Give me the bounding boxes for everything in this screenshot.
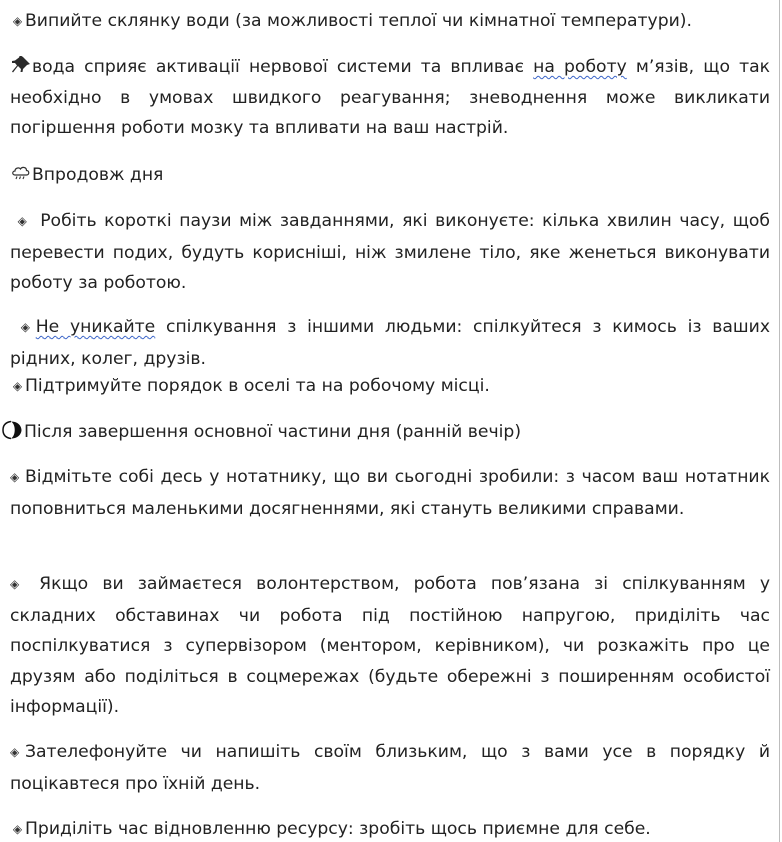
- diamond-bullet-icon: ◈: [20, 320, 30, 334]
- crescent-moon-icon: [2, 420, 24, 440]
- spellcheck-underlined-text: на роботу: [533, 57, 627, 77]
- cloud-rain-icon: [10, 165, 32, 181]
- paragraph-call-relatives: [10, 737, 770, 799]
- diamond-bullet-icon: ◈: [10, 745, 20, 759]
- paragraph-water-effect: [10, 52, 770, 144]
- paragraph-notebook: [10, 462, 770, 524]
- paragraph-text: Зателефонуйте чи напишіть своїм близьким, що з вами усе в порядку й поцікавтеся про їхній день.: [10, 742, 770, 794]
- diamond-bullet-icon: ◈: [17, 214, 27, 228]
- section-heading: Після завершення основної частини дня (ранній вечір): [24, 422, 522, 442]
- pushpin-icon: [10, 56, 32, 74]
- diamond-bullet-icon: ◈: [10, 577, 20, 591]
- page-border-line: [779, 0, 780, 842]
- paragraph-text: Підтримуйте порядок в оселі та на робочому місці.: [25, 376, 490, 396]
- paragraph-text: Робіть короткі паузи між завданнями, які виконуєте: кілька хвилин часу, щоб перевести подих, будуть кориснішi, ніж змилене тіло, яке женеться виконувати роботу за роботою.: [10, 211, 771, 293]
- paragraph-text: м’язів, що так необхідно в умовах швидкого реагування; зневоднення може викликати погіршення роботи мозку та впливати на ваш настрій.: [10, 57, 770, 138]
- paragraph-drink-water: [10, 6, 770, 38]
- paragraph-short-breaks: [10, 206, 770, 299]
- diamond-bullet-icon: ◈: [10, 470, 20, 484]
- paragraph-volunteering: [10, 569, 770, 723]
- paragraph-restore-resource: [10, 814, 770, 842]
- section-heading: Впродовж дня: [32, 165, 164, 185]
- paragraph-communication: [10, 312, 770, 374]
- diamond-bullet-icon: ◈: [12, 822, 23, 836]
- paragraph-after-day: [2, 417, 762, 448]
- paragraph-text: Якщо ви займаєтеся волонтерством, робота пов’язана зі спілкуванням у складних обставинах чи робота під постійною напругою, приділіть час поспілкуватися з супервізором (ментором, керівником), чи розкажіть про це друзям або поділіться в соцмережах (будьте обережні з поширенням особистої інформації).: [10, 574, 770, 717]
- spellcheck-underlined-text: Не уникайте: [35, 317, 156, 337]
- diamond-bullet-icon: ◈: [12, 379, 23, 393]
- diamond-bullet-icon: ◈: [12, 14, 23, 28]
- paragraph-text: вода сприяє активації нервової системи та впливає: [32, 57, 534, 77]
- paragraph-during-day: [10, 160, 770, 191]
- paragraph-order: [10, 371, 770, 403]
- paragraph-text: Приділіть час відновленню ресурсу: зробіть щось приємне для себе.: [25, 819, 651, 839]
- paragraph-text: Випийте склянку води (за можливості теплої чи кімнатної температури).: [25, 11, 692, 31]
- paragraph-text: Відмітьте собі десь у нотатнику, що ви сьогодні зробили: з часом ваш нотатник поповниться маленькими досягненнями, які стануть великими справами.: [10, 467, 770, 519]
- paragraph-text: спілкування з іншими людьми: спілкуйтеся з кимось із ваших рідних, колег, друзів.: [10, 317, 770, 369]
